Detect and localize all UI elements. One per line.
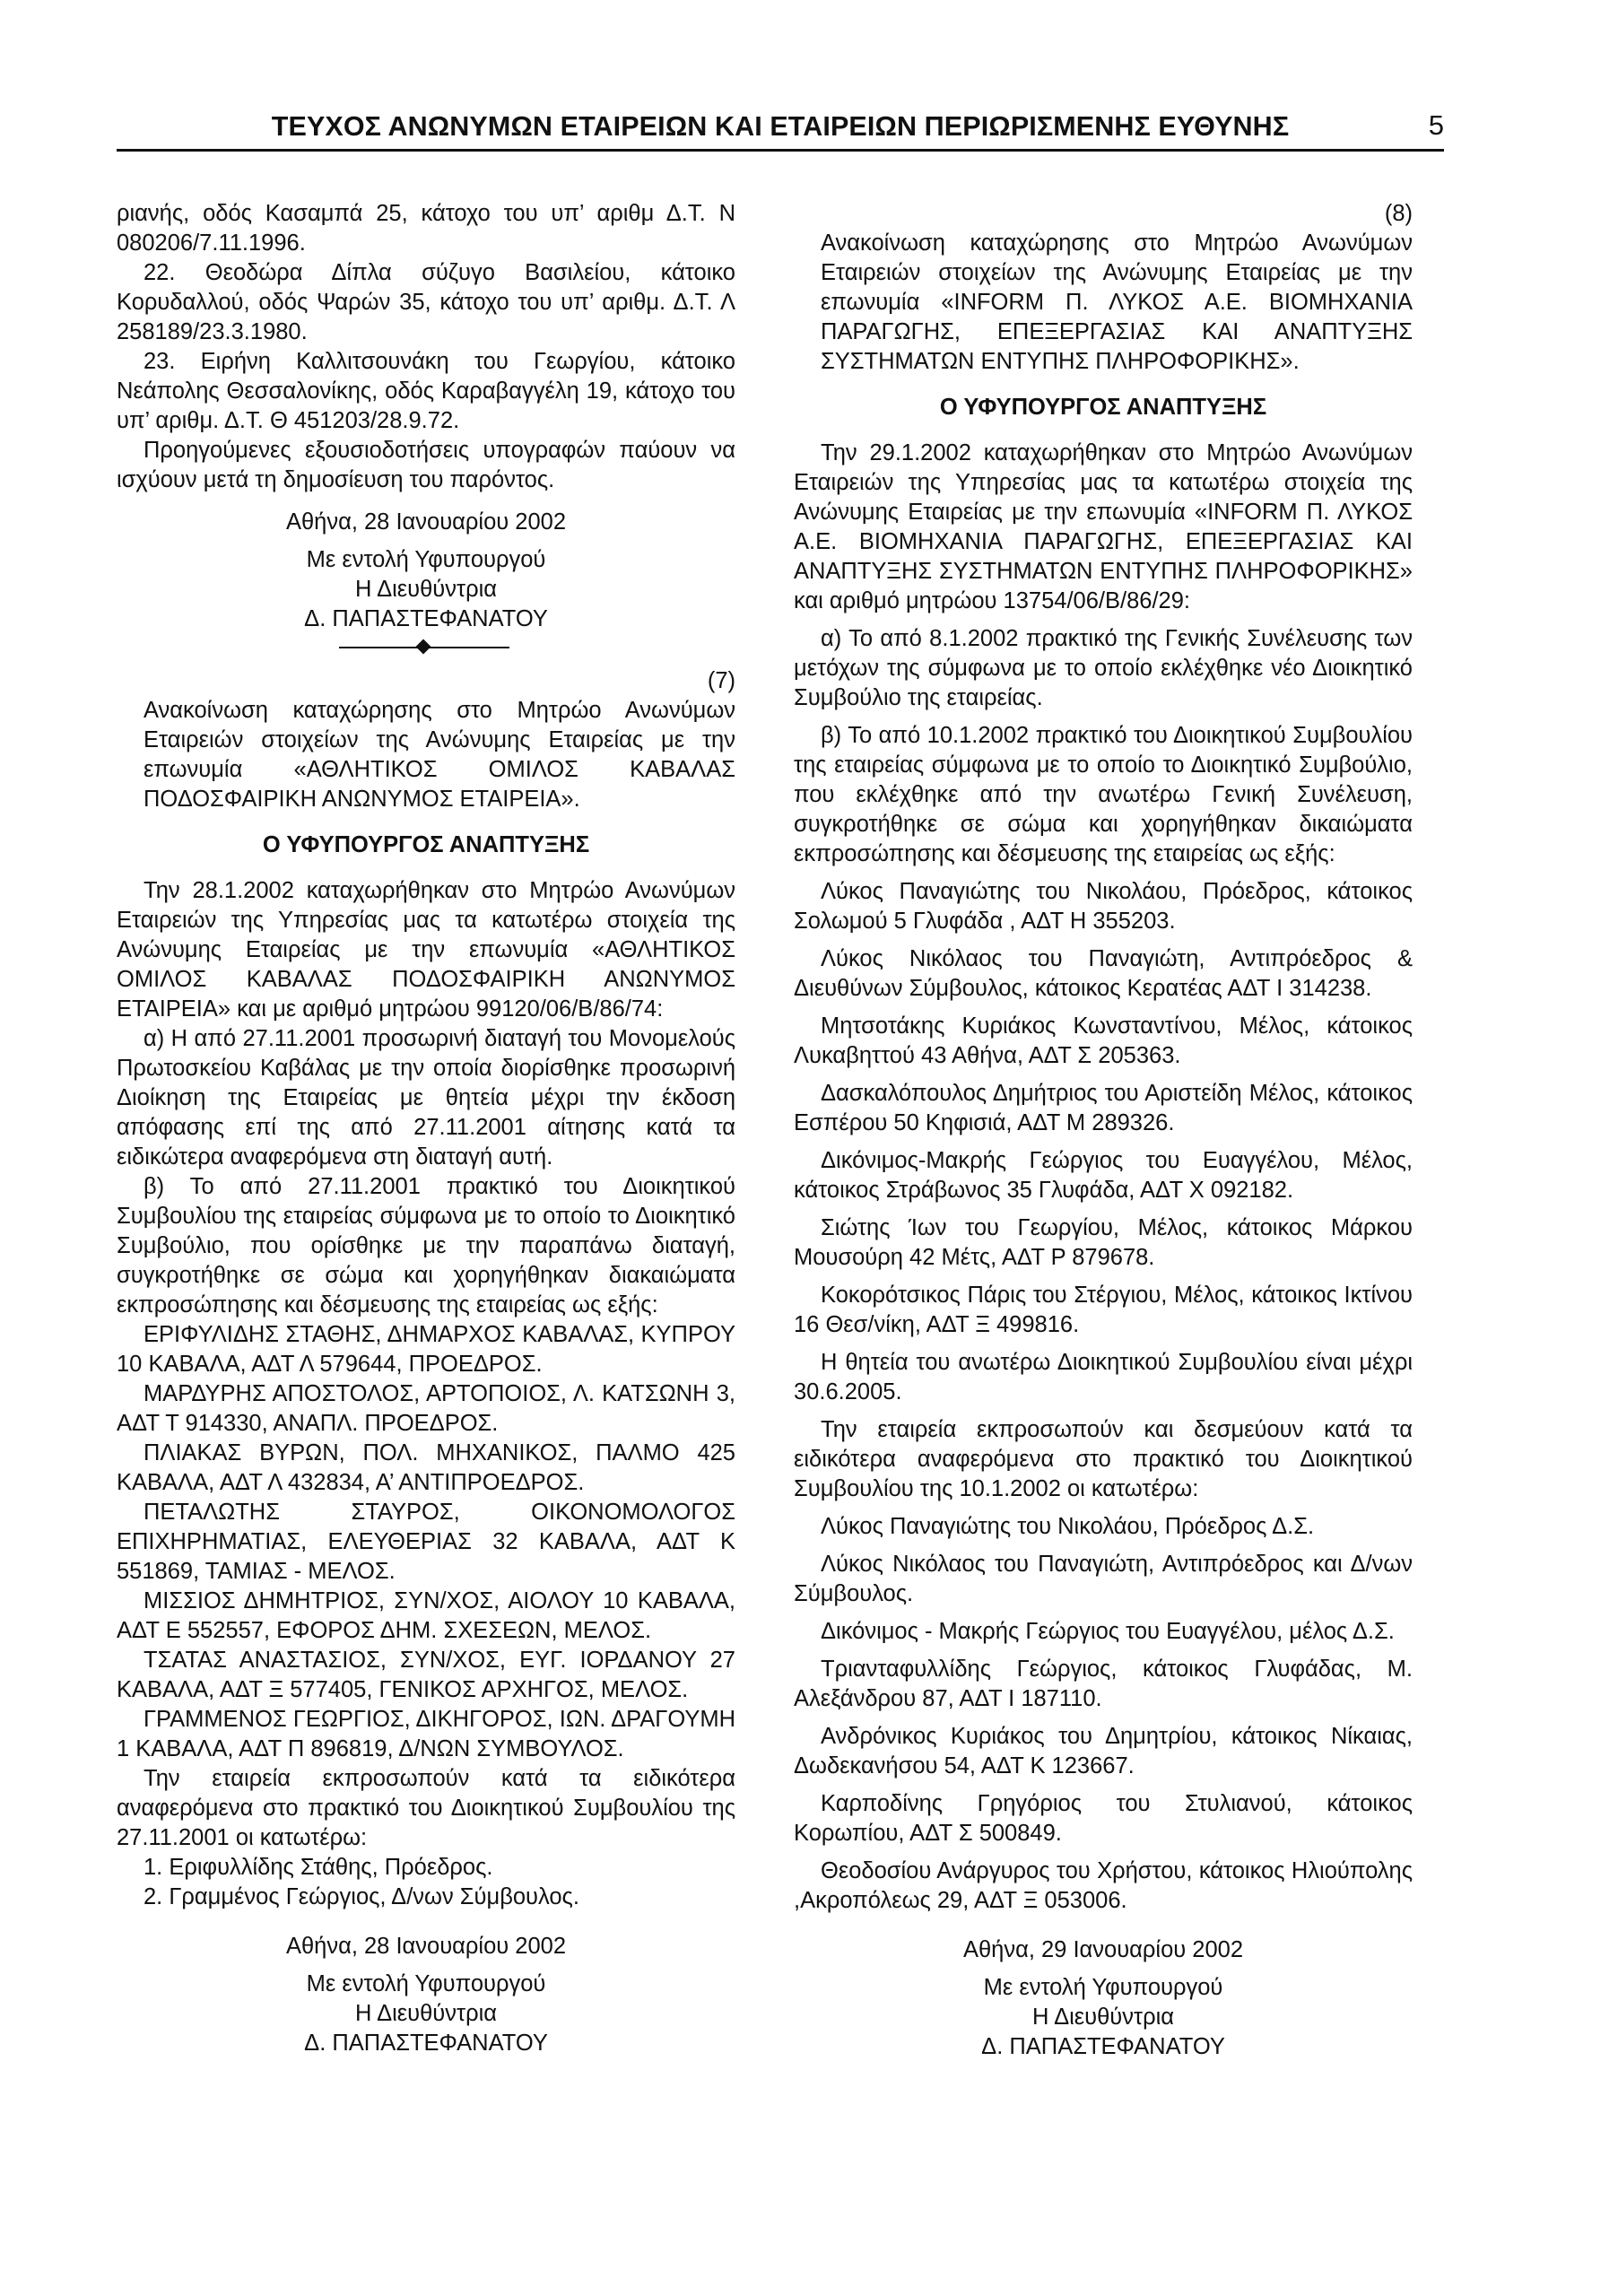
notice-number: (7) (707, 668, 735, 693)
representation-paragraph: Την εταιρεία εκπροσωπούν κατά τα ειδικότερα αναφερόμενα στο πρακτικό του Διοικητικού Συμβουλίου της 27.11.2001 οι κατωτέρω: (117, 1766, 735, 1850)
point-a: α) Η από 27.11.2001 προσωρινή διαταγή του Μονομελούς Πρωτοσκείου Καβάλας με την οποία διορίσθηκε προσωρινή Διοίκηση της Εταιρείας με θητεία μέχρι την έκδοση απόφασης επί της από 27.11.2001 αίτησης κατά τα ειδικώτερα αναφερόμενα στη διαταγή αυτή. (117, 1026, 735, 1170)
board-member: Λύκος Παναγιώτης του Νικολάου, Πρόεδρος, κάτοικος Σολωμού 5 Γλυφάδα , ΑΔΤ Η 355203. (794, 879, 1413, 934)
notice-title: Ανακοίνωση καταχώρησης στο Μητρώο Ανωνύμων Εταιρειών στοιχείων της Ανώνυμης Εταιρείας με την επωνυμία «INFORM Π. ΛΥΚΟΣ Α.Ε. ΒΙΟΜΗΧΑΝΙΑ ΠΑΡΑΓΩΓΗΣ, ΕΠΕΞΕΡΓΑΣΙΑΣ ΚΑΙ ΑΝΑΠΤΥΞΗΣ ΣΥΣΤΗΜΑΤΩΝ ΕΝΤΥΠΗΣ ΠΛΗΡΟΦΟΡΙΚΗΣ». (821, 230, 1413, 374)
representative: Θεοδοσίου Ανάργυρος του Χρήστου, κάτοικος Ηλιούπολης ,Ακροπόλεως 29, ΑΔΤ Ξ 053006. (794, 1858, 1413, 1913)
signature-block (117, 1932, 735, 2058)
board-member: ΠΛΙΑΚΑΣ ΒΥΡΩΝ, ΠΟΛ. ΜΗΧΑΝΙΚΟΣ, ΠΑΛΜΟ 425 ΚΑΒΑΛΑ, ΑΔΤ Λ 432834, Α’ ΑΝΤΙΠΡΟΕΔΡΟΣ. (117, 1440, 735, 1495)
board-member: ΤΣΑΤΑΣ ΑΝΑΣΤΑΣΙΟΣ, ΣΥΝ/ΧΟΣ, ΕΥΓ. ΙΟΡΔΑΝΟΥ 27 ΚΑΒΑΛΑ, ΑΔΤ Ξ 577405, ΓΕΝΙΚΟΣ ΑΡΧΗΓΟΣ, ΜΕΛΟΣ. (117, 1648, 735, 1702)
signature-date: Αθήνα, 28 Ιανουαρίου 2002 (285, 1934, 567, 1959)
board-member: ΠΕΤΑΛΩΤΗΣ ΣΤΑΥΡΟΣ, ΟΙΚΟΝΟΜΟΛΟΓΟΣ ΕΠΙΧΗΡΗΜΑΤΙΑΣ, ΕΛΕΥΘΕΡΙΑΣ 32 ΚΑΒΑΛΑ, ΑΔΤ Κ 551869, ΤΑΜΙΑΣ - ΜΕΛΟΣ. (117, 1500, 735, 1584)
representation-paragraph: Την εταιρεία εκπροσωπούν και δεσμεύουν κατά τα ειδικότερα αναφερόμενα στο πρακτικό του Διοικητικού Συμβουλίου της 10.1.2002 οι κατωτέρω: (794, 1417, 1413, 1501)
representative: Λύκος Νικόλαος του Παναγιώτη, Αντιπρόεδρος και Δ/νων Σύμβουλος. (794, 1552, 1413, 1606)
page-header (117, 104, 1444, 152)
journal-issue-title: ΤΕΥΧΟΣ ΑΝΩΝΥΜΩΝ ΕΤΑΙΡΕΙΩΝ ΚΑΙ ΕΤΑΙΡΕΙΩΝ ΠΕΡΙΩΡΙΣΜΕΝΗΣ ΕΥΘΥΝΗΣ (271, 111, 1290, 142)
section-divider (117, 636, 735, 663)
signature-date: Αθήνα, 28 Ιανουαρίου 2002 (285, 509, 567, 535)
board-member: Κοκορότσικος Πάρις του Στέργιου, Μέλος, κάτοικος Ικτίνου 16 Θεσ/νίκη, ΑΔΤ Ξ 499816. (794, 1283, 1413, 1337)
signature-block (117, 508, 735, 634)
signature-block (794, 1935, 1413, 2062)
signature-role: Η Διευθύντρια (355, 2001, 497, 2026)
board-member: ΜΙΣΣΙΟΣ ΔΗΜΗΤΡΙΟΣ, ΣΥΝ/ΧΟΣ, ΑΙΟΛΟΥ 10 ΚΑΒΑΛΑ, ΑΔΤ Ε 552557, ΕΦΟΡΟΣ ΔΗΜ. ΣΧΕΣΕΩΝ, ΜΕΛΟΣ. (117, 1588, 735, 1643)
signature-name: Δ. ΠΑΠΑΣΤΕΦΑΝΑΤΟΥ (304, 2031, 548, 2056)
list-item: 22. Θεοδώρα Δίπλα σύζυγο Βασιλείου, κάτοικο Κορυδαλλού, οδός Ψαρών 35, κάτοχο του υπ’ αριθμ. Δ.Τ. Λ 258189/23.3.1980. (117, 260, 735, 344)
signature-name: Δ. ΠΑΠΑΣΤΕΦΑΝΑΤΟΥ (981, 2034, 1225, 2059)
page-number: 5 (1428, 109, 1444, 141)
board-member: Σιώτης Ίων του Γεωργίου, Μέλος, κάτοικος Μάρκου Μουσούρη 42 Μέτς, ΑΔΤ Ρ 879678. (794, 1215, 1413, 1270)
point-b: β) Το από 10.1.2002 πρακτικό του Διοικητικού Συμβουλίου της εταιρείας σύμφωνα με το οποίο το Διοικητικό Συμβούλιο, που εκλέχθηκε από την ανωτέρω Γενική Συνέλευση, συγκροτήθηκε σε σώμα και χορηγήθηκαν δικαιώματα εκπροσώπησης και δέσμευσης της εταιρείας ως εξής: (794, 723, 1413, 866)
left-column (117, 199, 735, 2058)
signature-order: Με εντολή Υφυπουργού (306, 1971, 546, 1996)
representative: 1. Εριφυλλίδης Στάθης, Πρόεδρος. (144, 1855, 493, 1880)
representative: Λύκος Παναγιώτης του Νικολάου, Πρόεδρος Δ.Σ. (821, 1514, 1315, 1539)
minister-heading: Ο ΥΦΥΠΟΥΡΓΟΣ ΑΝΑΠΤΥΞΗΣ (939, 395, 1267, 420)
signature-order: Με εντολή Υφυπουργού (983, 1975, 1223, 2000)
previous-powers-paragraph: Προηγούμενες εξουσιοδοτήσεις υπογραφών παύουν να ισχύουν μετά τη δημοσίευση του παρόντος. (117, 438, 735, 492)
term-paragraph: Η θητεία του ανωτέρω Διοικητικού Συμβουλίου είναι μέχρι 30.6.2005. (794, 1350, 1413, 1405)
right-column (794, 199, 1413, 2062)
board-member: ΓΡΑΜΜΕΝΟΣ ΓΕΩΡΓΙΟΣ, ΔΙΚΗΓΟΡΟΣ, ΙΩΝ. ΔΡΑΓΟΥΜΗ 1 ΚΑΒΑΛΑ, ΑΔΤ Π 896819, Δ/ΝΩΝ ΣΥΜΒΟΥΛΟΣ. (117, 1707, 735, 1761)
signature-order: Με εντολή Υφυπουργού (306, 547, 546, 572)
representative: Ανδρόνικος Κυριάκος του Δημητρίου, κάτοικος Νίκαιας, Δωδεκανήσου 54, ΑΔΤ Κ 123667. (794, 1724, 1413, 1779)
representative: Τριανταφυλλίδης Γεώργιος, κάτοικος Γλυφάδας, Μ. Αλεξάνδρου 87, ΑΔΤ Ι 187110. (794, 1657, 1413, 1711)
continued-entry: ριανής, οδός Κασαμπά 25, κάτοχο του υπ’ αριθμ Δ.Τ. Ν 080206/7.11.1996. (117, 201, 735, 256)
representative: 2. Γραμμένος Γεώργιος, Δ/νων Σύμβουλος. (144, 1884, 579, 1909)
notice-intro: Την 28.1.2002 καταχωρήθηκαν στο Μητρώο Ανωνύμων Εταιρειών της Υπηρεσίας μας τα κατωτέρω στοιχεία της Ανώνυμης Εταιρείας με την επωνυμία «ΑΘΛΗΤΙΚΟΣ ΟΜΙΛΟΣ ΚΑΒΑΛΑΣ ΠΟΔΟΣΦΑΙΡΙΚΗ ΑΝΩΝΥΜΟΣ ΕΤΑΙΡΕΙΑ» και με αριθμό μητρώου 99120/06/Β/86/74: (117, 878, 735, 1022)
board-member: Μητσοτάκης Κυριάκος Κωνσταντίνου, Μέλος, κάτοικος Λυκαβηττού 43 Αθήνα, ΑΔΤ Σ 205363. (794, 1013, 1413, 1068)
notice-number: (8) (1384, 201, 1413, 226)
board-member: ΕΡΙΦΥΛΙΔΗΣ ΣΤΑΘΗΣ, ΔΗΜΑΡΧΟΣ ΚΑΒΑΛΑΣ, ΚΥΠΡΟΥ 10 ΚΑΒΑΛΑ, ΑΔΤ Λ 579644, ΠΡΟΕΔΡΟΣ. (117, 1322, 735, 1377)
board-member: Λύκος Νικόλαος του Παναγιώτη, Αντιπρόεδρος & Διευθύνων Σύμβουλος, κάτοικος Κερατέας ΑΔΤ Ι 314238. (794, 946, 1413, 1001)
minister-heading: Ο ΥΦΥΠΟΥΡΓΟΣ ΑΝΑΠΤΥΞΗΣ (262, 832, 590, 857)
signature-role: Η Διευθύντρια (1032, 2005, 1174, 2030)
board-member: Δασκαλόπουλος Δημήτριος του Αριστείδη Μέλος, κάτοικος Εσπέρου 50 Κηφισιά, ΑΔΤ Μ 289326. (794, 1081, 1413, 1135)
point-a: α) Το από 8.1.2002 πρακτικό της Γενικής Συνέλευσης των μετόχων της σύμφωνα με το οποίο εκλέχθηκε νέο Διοικητικό Συμβούλιο της εταιρείας. (794, 626, 1413, 710)
notice-title: Ανακοίνωση καταχώρησης στο Μητρώο Ανωνύμων Εταιρειών στοιχείων της Ανώνυμης Εταιρείας με την επωνυμία «ΑΘΛΗΤΙΚΟΣ ΟΜΙΛΟΣ ΚΑΒΑΛΑΣ ΠΟΔΟΣΦΑΙΡΙΚΗ ΑΝΩΝΥΜΟΣ ΕΤΑΙΡΕΙΑ». (144, 698, 735, 812)
board-member: Δικόνιμος-Μακρής Γεώργιος του Ευαγγέλου, Μέλος, κάτοικος Στράβωνος 35 Γλυφάδα, ΑΔΤ Χ 092182. (794, 1148, 1413, 1203)
list-item: 23. Ειρήνη Καλλιτσουνάκη του Γεωργίου, κάτοικο Νεάπολης Θεσσαλονίκης, οδός Καραβαγγέλη 19, κάτοχο του υπ’ αριθμ. Δ.Τ. Θ 451203/28.9.72. (117, 349, 735, 433)
signature-name: Δ. ΠΑΠΑΣΤΕΦΑΝΑΤΟΥ (304, 606, 548, 631)
signature-date: Αθήνα, 29 Ιανουαρίου 2002 (962, 1937, 1244, 1962)
representative: Δικόνιμος - Μακρής Γεώργιος του Ευαγγέλου, μέλος Δ.Σ. (821, 1619, 1395, 1644)
diamond-icon (416, 639, 431, 655)
board-member: ΜΑΡΔΥΡΗΣ ΑΠΟΣΤΟΛΟΣ, ΑΡΤΟΠΟΙΟΣ, Λ. ΚΑΤΣΩΝΗ 3, ΑΔΤ Τ 914330, ΑΝΑΠΛ. ΠΡΟΕΔΡΟΣ. (117, 1381, 735, 1436)
representative: Καρποδίνης Γρηγόριος του Στυλιανού, κάτοικος Κορωπίου, ΑΔΤ Σ 500849. (794, 1791, 1413, 1846)
notice-intro: Την 29.1.2002 καταχωρήθηκαν στο Μητρώο Ανωνύμων Εταιρειών της Υπηρεσίας μας τα κατωτέρω στοιχεία της Ανώνυμης Εταιρείας με την επωνυμία «INFORM Π. ΛΥΚΟΣ Α.Ε. ΒΙΟΜΗΧΑΝΙΑ ΠΑΡΑΓΩΓΗΣ, ΕΠΕΞΕΡΓΑΣΙΑΣ ΚΑΙ ΑΝΑΠΤΥΞΗΣ ΣΥΣΤΗΜΑΤΩΝ ΕΝΤΥΠΗΣ ΠΛΗΡΟΦΟΡΙΚΗΣ» και αριθμό μητρώου 13754/06/Β/86/29: (794, 440, 1413, 613)
point-b: β) Το από 27.11.2001 πρακτικό του Διοικητικού Συμβουλίου της εταιρείας σύμφωνα με το οποίο το Διοικητικό Συμβούλιο, που ορίσθηκε με την παραπάνω διαταγή, συγκροτήθηκε σε σώμα και χορηγήθηκαν διακαιώματα εκπροσώπησης και δέσμευσης της εταιρείας ως εξής: (117, 1174, 735, 1318)
signature-role: Η Διευθύντρια (355, 577, 497, 602)
